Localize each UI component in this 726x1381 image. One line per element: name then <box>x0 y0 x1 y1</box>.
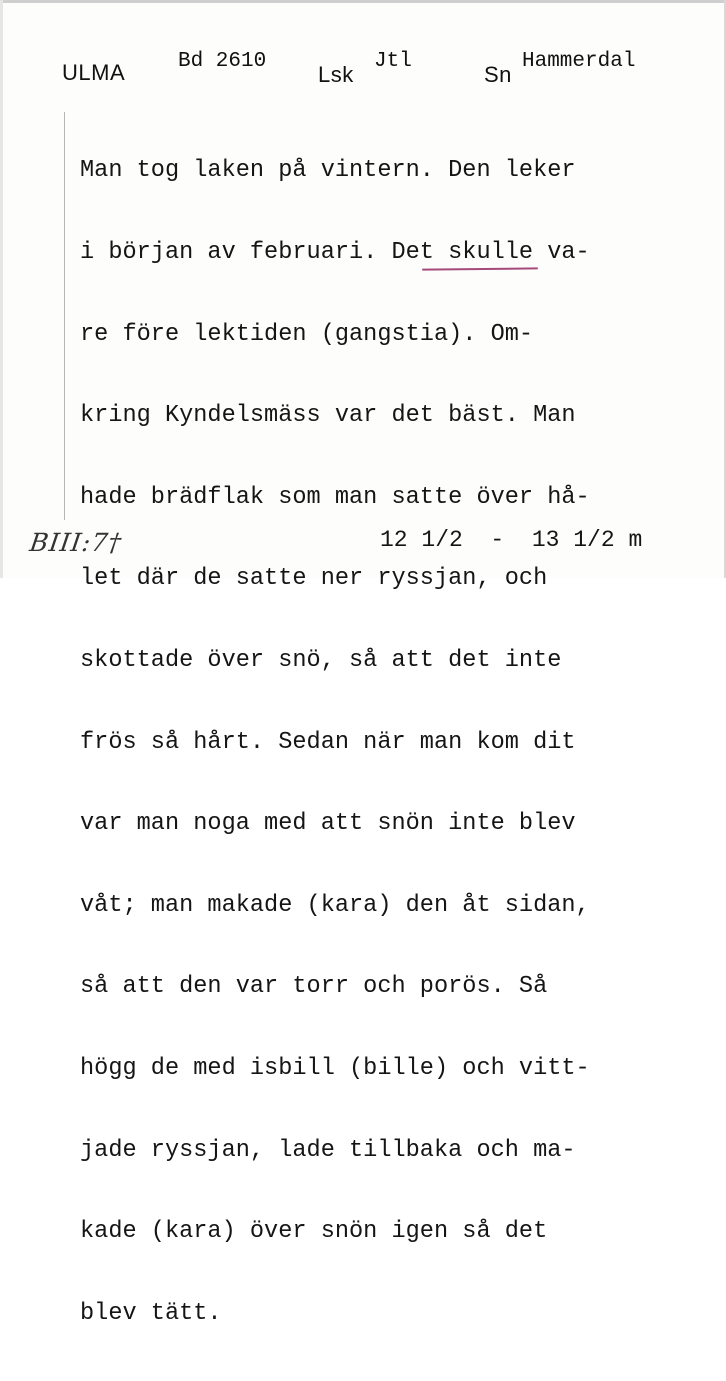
text-line: let där de satte ner ryssjan, och <box>80 565 548 593</box>
parish-value: Hammerdal <box>522 50 636 73</box>
margin-rule <box>64 112 65 520</box>
text-line: i början av februari. Det skulle va- <box>80 239 590 266</box>
text-line: hade brädflak som man satte över hå- <box>80 483 590 511</box>
text-line: jade ryssjan, lade tillbaka och ma- <box>80 1136 576 1164</box>
volume-number: Bd 2610 <box>178 50 267 73</box>
parish-label: Sn <box>484 62 512 87</box>
text-line: så att den var torr och porös. Så <box>80 973 548 1001</box>
county-value: Jtl <box>374 50 412 73</box>
handwritten-signum: BIII:7† <box>27 528 124 557</box>
archive-code: ULMA <box>62 60 126 85</box>
card-left-edge <box>0 0 3 578</box>
depth-range: 12 1/2 - 13 1/2 m <box>380 527 643 553</box>
text-line: våt; man makade (kara) den åt sidan, <box>80 891 590 919</box>
county-label: Lsk <box>318 62 354 87</box>
text-line: var man noga med att snön inte blev <box>80 810 576 838</box>
text-line: Man tog laken på vintern. Den leker <box>80 157 576 185</box>
text-line: kring Kyndelsmäss var det bäst. Man <box>80 402 576 430</box>
text-line: frös så hårt. Sedan när man kom dit <box>80 728 576 756</box>
text-line: re före lektiden (gangstia). Om- <box>80 320 534 348</box>
record-text <box>80 103 680 1381</box>
text-line: blev tätt. <box>80 1299 222 1327</box>
text-line: skottade över snö, så att det inte <box>80 646 562 674</box>
text-line: högg de med isbill (bille) och vitt- <box>80 1054 590 1082</box>
text-line: kade (kara) över snön igen så det <box>80 1218 548 1246</box>
card-top-edge <box>0 0 726 3</box>
